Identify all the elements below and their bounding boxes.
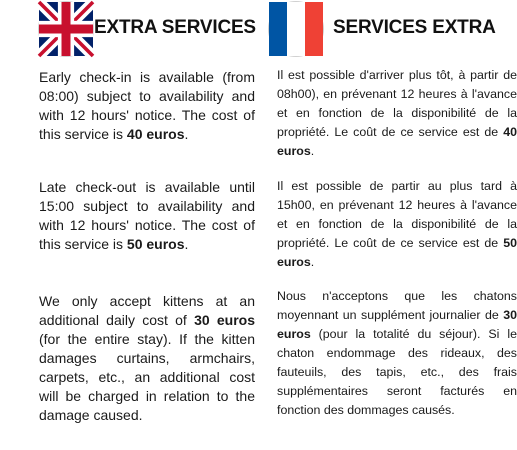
english-column [39,0,256,423]
english-kittens-paragraph: We only accept kittens at an additional daily cost of 30 euros (for the entire stay). If the kitten damages curtains, armchairs, carpets, etc., an additional cost will be charged in relation to the damage caused. [39,293,256,423]
france-flag-icon [269,2,323,56]
french-header [277,0,517,56]
french-early-checkin-paragraph: Il est possible d'arriver plus tôt, à partir de 08h00), en prévenant 12 heures à l'avance et en fonction de la disponibilité de la propriété. Le coût de ce service est de 40 euros. [277,68,517,158]
english-title: EXTRA SERVICES [94,17,256,38]
english-early-checkin-paragraph: Early check-in is available (from 08:00) subject to availability and with 12 hours' notice. The cost of this service is 40 euros. [39,69,255,142]
french-kittens-paragraph: Nous n'acceptons que les chatons moyennant un supplément journalier de 30 euros (pour la totalité du séjour). Si le chaton endommage des rideaux, des fauteuils, des tapis, etc., des frais supplémentaires seront facturés en fonction des dommages causés. [277,289,517,417]
uk-flag-icon [39,2,93,56]
french-column [277,0,517,417]
french-late-checkout-paragraph: Il est possible de partir au plus tard à 15h00, en prévenant 12 heures à l'avance et en fonction de la disponibilité de la propriété. Le coût de ce service est de 50 euros. [277,179,517,269]
english-late-checkout-paragraph: Late check-out is available until 15:00 subject to availability and with 12 hours' notice. The cost of this service is 50 euros. [39,179,255,252]
english-header [39,0,255,56]
french-title: SERVICES EXTRA [333,17,496,38]
